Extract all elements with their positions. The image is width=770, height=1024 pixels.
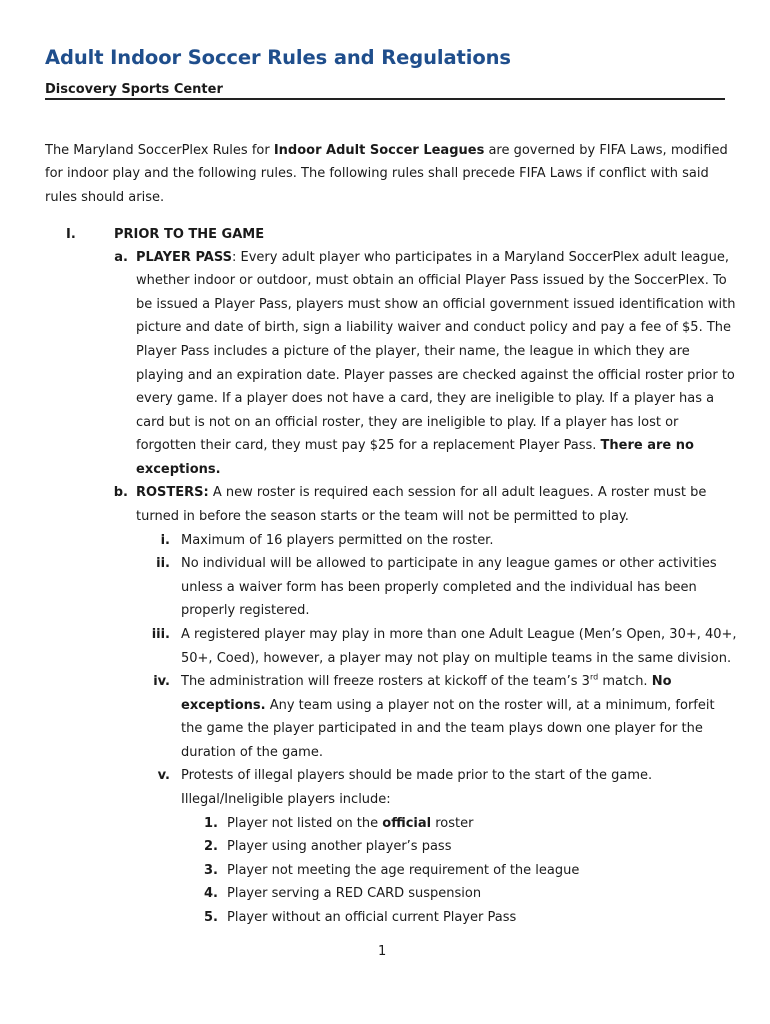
player-pass-line-3: be issued a Player Pass, players must show an official government issued identification with [136, 297, 736, 312]
ineligible-3-text: Player not meeting the age requirement of the league [227, 863, 580, 878]
player-pass-line-9: forgotten their card, they must pay $25 for a replacement Player Pass. There are no [136, 438, 694, 453]
rosters-v-line-1: Protests of illegal players should be made prior to the start of the game. [181, 768, 653, 783]
section-1-number: I. [66, 227, 76, 242]
ineligible-5-text: Player without an official current Player Pass [227, 910, 517, 925]
player-pass-line-2: whether indoor or outdoor, must obtain an official Player Pass issued by the SoccerPlex. To [136, 273, 727, 288]
rosters-iii-line-1: A registered player may play in more than one Adult League (Men’s Open, 30+, 40+, [181, 627, 737, 642]
player-pass-line-8: card but is not on an official roster, they are ineligible to play. If a player has lost or [136, 415, 679, 430]
ineligible-4-marker: 4. [204, 886, 218, 901]
intro-line-1: The Maryland SoccerPlex Rules for Indoor Adult Soccer Leagues are governed by FIFA Laws, modified [45, 143, 728, 158]
rosters-iv-line-1: The administration will freeze rosters at kickoff of the team’s 3rd match. No [181, 672, 672, 689]
ineligible-2-text: Player using another player’s pass [227, 839, 452, 854]
ineligible-1-marker: 1. [204, 816, 218, 831]
player-pass-line-1: PLAYER PASS: Every adult player who participates in a Maryland SoccerPlex adult league, [136, 250, 729, 265]
page-number: 1 [378, 944, 387, 959]
player-pass-line-10: exceptions. [136, 462, 221, 477]
intro-line-3: rules should arise. [45, 190, 165, 205]
section-1-heading: PRIOR TO THE GAME [114, 227, 265, 242]
player-pass-line-6: playing and an expiration date. Player passes are checked against the official roster prior to [136, 368, 735, 383]
document-title: Adult Indoor Soccer Rules and Regulations [45, 46, 511, 69]
item-b-marker: b. [113, 485, 128, 500]
rosters-ii-line-2: unless a waiver form has been properly completed and the individual has been [181, 580, 697, 595]
intro-line-2: for indoor play and the following rules. The following rules shall precede FIFA Laws if conflict with said [45, 166, 709, 181]
rosters-line-1: ROSTERS: A new roster is required each session for all adult leagues. A roster must be [136, 485, 707, 500]
rosters-ii-line-1: No individual will be allowed to participate in any league games or other activities [181, 556, 717, 571]
document-subtitle: Discovery Sports Center [45, 82, 725, 100]
rosters-iv-line-4: duration of the game. [181, 745, 323, 760]
ineligible-2-marker: 2. [204, 839, 218, 854]
player-pass-line-4: picture and date of birth, sign a liability waiver and conduct policy and pay a fee of $5. The [136, 320, 732, 335]
rosters-iv-line-3: the game the player participated in and the team plays down one player for the [181, 721, 703, 736]
item-ii-marker: ii. [156, 556, 170, 571]
rosters-iv-line-2: exceptions. Any team using a player not on the roster will, at a minimum, forfeit [181, 698, 715, 713]
rosters-line-2: turned in before the season starts or the team will not be permitted to play. [136, 509, 629, 524]
ineligible-4-text: Player serving a RED CARD suspension [227, 886, 482, 901]
item-iii-marker: iii. [151, 627, 170, 642]
rosters-ii-line-3: properly registered. [181, 603, 310, 618]
rosters-iii-line-2: 50+, Coed), however, a player may not play on multiple teams in the same division. [181, 651, 732, 666]
rosters-v-line-2: Illegal/Ineligible players include: [181, 792, 391, 807]
item-i-marker: i. [160, 533, 170, 548]
ineligible-1-text: Player not listed on the official roster [227, 816, 474, 831]
ineligible-3-marker: 3. [204, 863, 218, 878]
player-pass-line-5: Player Pass includes a picture of the player, their name, the league in which they are [136, 344, 690, 359]
item-iv-marker: iv. [153, 674, 170, 689]
rosters-i-line-1: Maximum of 16 players permitted on the roster. [181, 533, 494, 548]
item-v-marker: v. [157, 768, 170, 783]
player-pass-line-7: every game. If a player does not have a card, they are ineligible to play. If a player has a [136, 391, 715, 406]
ineligible-5-marker: 5. [204, 910, 218, 925]
item-a-marker: a. [114, 250, 128, 265]
